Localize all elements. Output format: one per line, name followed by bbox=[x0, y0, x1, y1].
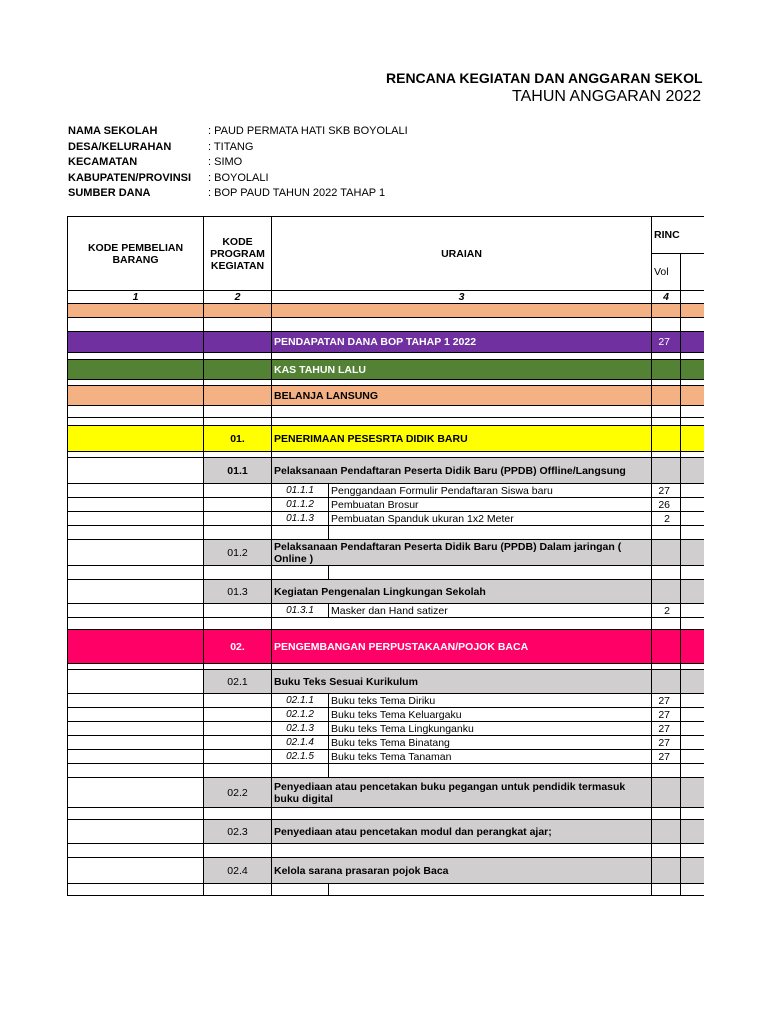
info-label: NAMA SEKOLAH bbox=[68, 125, 158, 137]
section-label: Kelola sarana prasaran pojok Baca bbox=[272, 858, 652, 884]
table-row bbox=[68, 526, 705, 540]
header-vol: Vol bbox=[652, 254, 681, 291]
table-row bbox=[68, 618, 705, 630]
column-number: 1 bbox=[68, 291, 204, 304]
item-vol: 27 bbox=[652, 484, 681, 498]
info-value: : TITANG bbox=[208, 140, 254, 153]
table-row-section-02 bbox=[68, 630, 705, 664]
kas-label: KAS TAHUN LALU bbox=[272, 360, 652, 380]
item-label: Penggandaan Formulir Pendaftaran Siswa baru bbox=[329, 484, 652, 498]
section-label: Penyediaan atau pencetakan buku pegangan untuk pendidik termasuk buku digital bbox=[272, 778, 652, 808]
header-kode-program: KODE PROGRAM KEGIATAN bbox=[204, 217, 272, 291]
section-code: 01. bbox=[204, 426, 272, 452]
item-label: Buku teks Tema Keluargaku bbox=[329, 708, 652, 722]
table-row bbox=[68, 418, 705, 426]
budget-year-title: TAHUN ANGGARAN 2022 bbox=[512, 88, 702, 105]
column-number-row bbox=[68, 291, 705, 304]
section-code: 02.4 bbox=[204, 858, 272, 884]
item-code: 02.1.2 bbox=[272, 708, 329, 722]
column-number bbox=[681, 291, 705, 304]
item-code: 01.1.3 bbox=[272, 512, 329, 526]
section-label: Buku Teks Sesuai Kurikulum bbox=[272, 670, 652, 694]
section-code: 01.2 bbox=[204, 540, 272, 566]
list-item bbox=[68, 484, 705, 498]
list-item bbox=[68, 708, 705, 722]
list-item bbox=[68, 694, 705, 708]
column-number: 4 bbox=[652, 291, 681, 304]
table-row bbox=[68, 406, 705, 418]
section-label: Pelaksanaan Pendaftaran Peserta Didik Baru (PPDB) Offline/Langsung bbox=[272, 458, 652, 484]
table-row-section-01-2 bbox=[68, 540, 705, 566]
section-code: 01.1 bbox=[204, 458, 272, 484]
item-label: Buku teks Tema Binatang bbox=[329, 736, 652, 750]
info-row-fund-source bbox=[68, 186, 408, 202]
item-code: 02.1.5 bbox=[272, 750, 329, 764]
section-label: Penyediaan atau pencetakan modul dan perangkat ajar; bbox=[272, 820, 652, 844]
table-row-kas bbox=[68, 360, 705, 380]
header-blank bbox=[681, 254, 705, 291]
item-label: Buku teks Tema Tanaman bbox=[329, 750, 652, 764]
info-row-village bbox=[68, 140, 408, 156]
pendapatan-label: PENDAPATAN DANA BOP TAHAP 1 2022 bbox=[272, 332, 652, 353]
header-rincian: RINC bbox=[652, 217, 705, 254]
item-code: 01.1.1 bbox=[272, 484, 329, 498]
list-item bbox=[68, 750, 705, 764]
info-label: DESA/KELURAHAN bbox=[68, 140, 172, 153]
item-code: 02.1.4 bbox=[272, 736, 329, 750]
list-item bbox=[68, 722, 705, 736]
section-label: Kegiatan Pengenalan Lingkungan Sekolah bbox=[272, 580, 652, 604]
info-row-regency bbox=[68, 171, 408, 187]
school-info bbox=[68, 124, 408, 202]
item-code: 01.3.1 bbox=[272, 604, 329, 618]
section-code: 02. bbox=[204, 630, 272, 664]
table-row-section-01-3 bbox=[68, 580, 705, 604]
item-vol: 27 bbox=[652, 708, 681, 722]
info-row-district bbox=[68, 155, 408, 171]
info-value: : BOYOLALI bbox=[208, 171, 269, 184]
info-label: KABUPATEN/PROVINSI bbox=[68, 171, 192, 184]
item-vol: 2 bbox=[652, 512, 681, 526]
table-row bbox=[68, 764, 705, 778]
list-item bbox=[68, 736, 705, 750]
item-label: Buku teks Tema Diriku bbox=[329, 694, 652, 708]
document-title: RENCANA KEGIATAN DAN ANGGARAN SEKOL bbox=[386, 70, 703, 86]
section-label: Pelaksanaan Pendaftaran Peserta Didik Baru (PPDB) Dalam jaringan ( Online ) bbox=[272, 540, 652, 566]
section-code: 02.1 bbox=[204, 670, 272, 694]
info-value: : SIMO bbox=[208, 156, 243, 168]
column-number: 3 bbox=[272, 291, 652, 304]
header-uraian: URAIAN bbox=[272, 217, 652, 291]
item-vol: 27 bbox=[652, 750, 681, 764]
info-row-school bbox=[68, 124, 408, 140]
item-vol: 2 bbox=[652, 604, 681, 618]
item-code: 02.1.1 bbox=[272, 694, 329, 708]
table-row-section-02-2 bbox=[68, 778, 705, 808]
section-label: PENGEMBANGAN PERPUSTAKAAN/POJOK BACA bbox=[272, 630, 652, 664]
item-vol: 27 bbox=[652, 736, 681, 750]
info-label: KECAMATAN bbox=[68, 156, 138, 168]
table-row bbox=[68, 304, 705, 318]
table-row bbox=[68, 353, 705, 360]
table-row-section-02-1 bbox=[68, 670, 705, 694]
section-code: 02.3 bbox=[204, 820, 272, 844]
pendapatan-vol: 27 bbox=[652, 332, 681, 353]
list-item bbox=[68, 512, 705, 526]
table-row-pendapatan bbox=[68, 332, 705, 353]
item-code: 01.1.2 bbox=[272, 498, 329, 512]
item-label: Pembuatan Brosur bbox=[329, 498, 652, 512]
item-code: 02.1.3 bbox=[272, 722, 329, 736]
table-header-row bbox=[68, 217, 705, 254]
table-row-section-02-3 bbox=[68, 820, 705, 844]
section-code: 02.2 bbox=[204, 778, 272, 808]
item-vol: 27 bbox=[652, 694, 681, 708]
table-row bbox=[68, 808, 705, 820]
table-row-belanja bbox=[68, 386, 705, 406]
item-vol: 27 bbox=[652, 722, 681, 736]
column-number: 2 bbox=[204, 291, 272, 304]
list-item bbox=[68, 498, 705, 512]
table-row-section-01-1 bbox=[68, 458, 705, 484]
table-row-section-01 bbox=[68, 426, 705, 452]
item-label: Masker dan Hand satizer bbox=[329, 604, 652, 618]
table-row bbox=[68, 318, 705, 332]
table-row-section-02-4 bbox=[68, 858, 705, 884]
info-value: : BOP PAUD TAHUN 2022 TAHAP 1 bbox=[208, 187, 386, 199]
item-vol: 26 bbox=[652, 498, 681, 512]
table-row bbox=[68, 566, 705, 580]
item-label: Buku teks Tema Lingkunganku bbox=[329, 722, 652, 736]
info-label: SUMBER DANA bbox=[68, 187, 151, 199]
belanja-label: BELANJA LANSUNG bbox=[272, 386, 652, 406]
list-item bbox=[68, 604, 705, 618]
header-kode-pembelian: KODE PEMBELIAN BARANG bbox=[68, 217, 204, 291]
section-code: 01.3 bbox=[204, 580, 272, 604]
table-row bbox=[68, 844, 705, 858]
budget-table bbox=[67, 216, 704, 896]
budget-table-wrapper bbox=[67, 216, 704, 896]
item-label: Pembuatan Spanduk ukuran 1x2 Meter bbox=[329, 512, 652, 526]
section-label: PENERIMAAN PESESRTA DIDIK BARU bbox=[272, 426, 652, 452]
table-row bbox=[68, 884, 705, 896]
info-value: : PAUD PERMATA HATI SKB BOYOLALI bbox=[208, 125, 408, 137]
